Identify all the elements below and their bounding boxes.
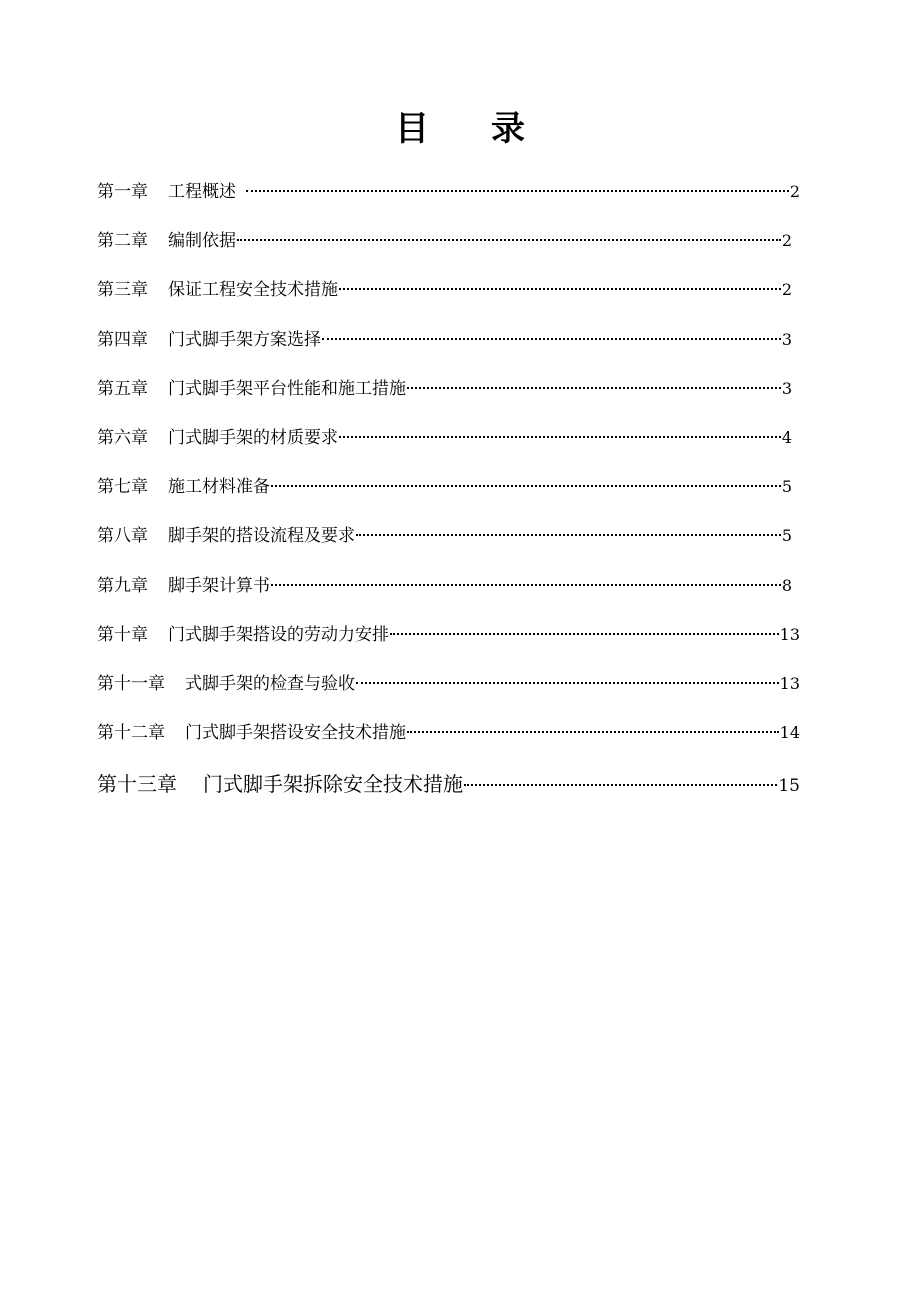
toc-chapter-title: 门式脚手架搭设的劳动力安排 xyxy=(168,624,389,645)
toc-chapter-number: 第一章 xyxy=(97,182,148,202)
toc-entry[interactable] xyxy=(97,178,800,227)
toc-entry[interactable] xyxy=(97,572,800,621)
toc-chapter-number: 第七章 xyxy=(97,477,148,498)
toc-entry[interactable] xyxy=(97,770,800,820)
toc-chapter-number: 第五章 xyxy=(97,378,148,399)
toc-page-number: 13 xyxy=(779,673,800,693)
toc-chapter-title: 脚手架的搭设流程及要求 xyxy=(168,526,355,547)
toc-page-number: 2 xyxy=(781,280,792,300)
toc-entry[interactable] xyxy=(97,719,800,768)
toc-chapter-title: 门式脚手架的材质要求 xyxy=(168,427,338,448)
dot-leader xyxy=(356,534,781,536)
toc-page-number: 8 xyxy=(781,575,792,595)
toc-chapter-title: 工程概述 xyxy=(168,182,236,202)
toc-entry[interactable] xyxy=(97,276,800,325)
toc-entry[interactable] xyxy=(97,227,800,276)
toc-entry[interactable] xyxy=(97,621,800,670)
toc-chapter-number: 第二章 xyxy=(97,231,148,252)
dot-leader xyxy=(339,288,781,290)
dot-leader xyxy=(322,338,781,340)
title-char-1: 目 xyxy=(395,109,429,149)
dot-leader xyxy=(407,387,781,389)
toc-chapter-number: 第六章 xyxy=(97,427,148,448)
toc-entry[interactable] xyxy=(97,375,800,424)
toc-chapter-title: 门式脚手架方案选择 xyxy=(168,329,321,350)
dot-leader xyxy=(464,784,777,786)
toc-chapter-title: 施工材料准备 xyxy=(168,477,270,498)
table-of-contents xyxy=(97,178,800,820)
toc-chapter-number: 第十三章 xyxy=(97,772,177,797)
toc-chapter-number: 第四章 xyxy=(97,329,148,350)
toc-entry[interactable] xyxy=(97,473,800,522)
dot-leader xyxy=(271,485,781,487)
toc-chapter-title: 门式脚手架拆除安全技术措施 xyxy=(203,772,463,797)
dot-leader xyxy=(407,731,779,733)
toc-chapter-title: 门式脚手架搭设安全技术措施 xyxy=(185,723,406,744)
dot-leader xyxy=(271,584,781,586)
toc-chapter-number: 第三章 xyxy=(97,280,148,301)
toc-page-number: 3 xyxy=(781,329,792,349)
toc-entry[interactable] xyxy=(97,424,800,473)
toc-entry[interactable] xyxy=(97,326,800,375)
toc-chapter-number: 第十二章 xyxy=(97,723,165,744)
dot-leader xyxy=(339,436,781,438)
page-title xyxy=(0,104,920,154)
toc-chapter-number: 第十章 xyxy=(97,624,148,645)
toc-chapter-title: 编制依据 xyxy=(168,231,236,252)
toc-page-number: 13 xyxy=(779,624,800,644)
dot-leader xyxy=(246,190,789,192)
toc-entry[interactable] xyxy=(97,522,800,571)
toc-chapter-number: 第八章 xyxy=(97,526,148,547)
toc-page-number: 2 xyxy=(781,231,792,251)
toc-page-number: 15 xyxy=(778,776,800,797)
dot-leader xyxy=(237,239,781,241)
toc-chapter-number: 第十一章 xyxy=(97,673,165,694)
toc-page-number: 5 xyxy=(781,526,792,546)
toc-page-number: 4 xyxy=(781,427,792,447)
toc-chapter-title: 式脚手架的检查与验收 xyxy=(185,673,355,694)
title-char-2: 录 xyxy=(491,109,525,149)
toc-chapter-title: 保证工程安全技术措施 xyxy=(168,280,338,301)
dot-leader xyxy=(356,682,779,684)
toc-chapter-title: 脚手架计算书 xyxy=(168,575,270,596)
toc-page-number: 14 xyxy=(779,723,800,743)
toc-page-number: 3 xyxy=(781,378,792,398)
toc-entry[interactable] xyxy=(97,670,800,719)
dot-leader xyxy=(390,633,779,635)
toc-page-number: 2 xyxy=(789,182,800,201)
toc-chapter-number: 第九章 xyxy=(97,575,148,596)
toc-page-number: 5 xyxy=(781,477,792,497)
toc-chapter-title: 门式脚手架平台性能和施工措施 xyxy=(168,378,406,399)
